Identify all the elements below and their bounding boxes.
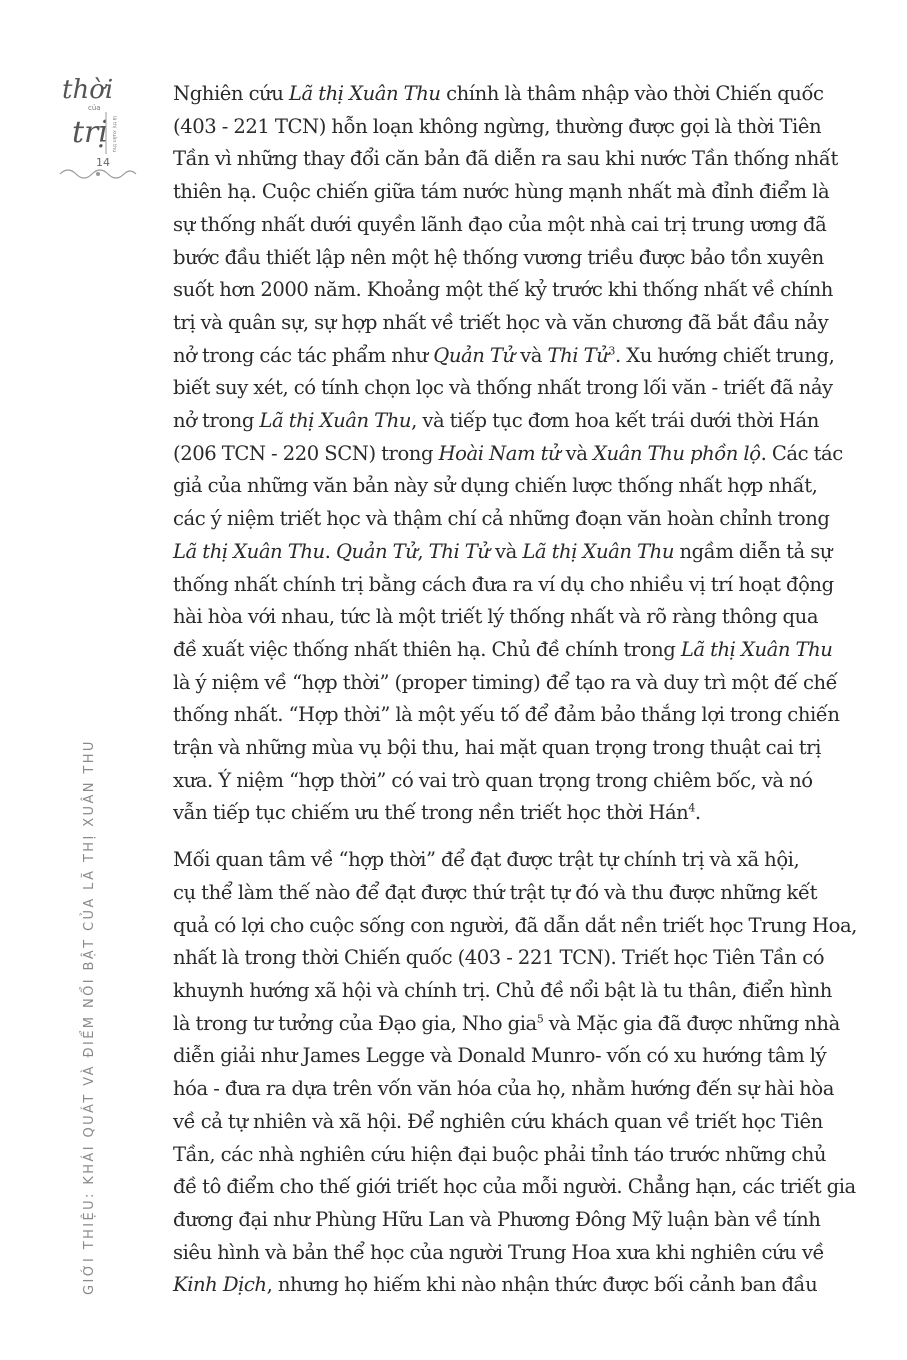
text-run: vẫn tiếp tục chiếm ưu thế trong nền triết học thời Hán [173,801,689,825]
text-run: , [417,539,429,563]
text-run: bước đầu thiết lập nên một hệ thống vương triều được bảo tồn xuyên [173,245,824,269]
text-line [143,78,824,111]
logo-title: thời [62,75,114,105]
text-line [143,667,838,700]
text-run: xưa. Ý niệm “hợp thời” có vai trò quan trọng trong chiêm bốc, và nó [173,768,813,792]
text-run: sự thống nhất dưới quyền lãnh đạo của một nhà cai trị trung ương đã [173,212,827,236]
text-run: , và tiếp tục đơm hoa kết trái dưới thời Hán [411,409,819,433]
text-line [143,601,819,634]
text-line [143,176,830,209]
text-line [143,143,838,176]
text-run: chính là thâm nhập vào thời Chiến quốc [440,82,824,105]
text-line [143,503,830,536]
text-run: là ý niệm về “hợp thời” (proper timing) để tạo ra và duy trì một đế chế [173,670,838,694]
italic-title: Lã thị Xuân Thu [522,539,675,563]
logo-small-word: của [88,104,101,112]
text-run: nở trong [173,409,260,433]
text-line [143,1040,827,1073]
text-run: hóa - đưa ra dựa trên vốn văn hóa của họ, nhằm hướng đến sự hài hòa [173,1077,834,1101]
text-run: thiên hạ. Cuộc chiến giữa tám nước hùng mạnh nhất mà đỉnh điểm là [173,180,830,204]
paragraph [143,78,843,830]
text-run: Mối quan tâm về “hợp thời” để đạt được trật tự chính trị và xã hội, [173,848,800,872]
text-line [143,942,825,975]
text-run: suốt hơn 2000 năm. Khoảng một thế kỷ trước khi thống nhất về chính [173,278,833,302]
text-run: nhất là trong thời Chiến quốc (403 - 221 TCN). Triết học Tiên Tần có [173,946,825,970]
running-title: GIỚI THIỆU: KHÁI QUÁT VÀ ĐIỂM NỔI BẬT CỦA LÃ THỊ XUÂN THU [82,739,97,1295]
footnote-ref: 5 [536,1012,544,1026]
text-run: và [514,343,548,367]
text-line [143,877,818,910]
italic-title: Lã thị Xuân Thu [259,409,412,433]
text-run: đề tô điểm cho thế giới triết học của mỗi người. Chẳng hạn, các triết gia [173,1175,856,1199]
text-run: và [560,441,593,465]
text-run: . [324,539,336,563]
text-run: khuynh hướng xã hội và chính trị. Chủ đề nổi bật là tu thân, điển hình [173,978,832,1002]
text-line [143,797,795,830]
text-run: về cả tự nhiên và xã hội. Để nghiên cứu khách quan về triết học Tiên [173,1109,823,1133]
text-line [143,242,824,275]
text-line [143,699,840,732]
text-line [143,1171,856,1204]
text-line [143,634,833,667]
text-line [143,1269,818,1302]
italic-title: Lã thị Xuân Thu [173,539,325,563]
italic-title: Xuân Thu phồn lộ [593,441,761,465]
text-line [143,470,818,503]
text-line [143,975,832,1008]
italic-title: Thi Tử [428,539,490,563]
text-run: thống nhất chính trị bằng cách đưa ra ví dụ cho nhiều vị trí hoạt động [173,572,834,596]
text-run: diễn giải như James Legge và Donald Munro- vốn có xu hướng tâm lý [173,1044,827,1068]
text-line [143,844,800,877]
text-run: quả có lợi cho cuộc sống con người, đã dẫn dắt nền triết học Trung Hoa, [173,913,857,937]
text-run: . Các tác [760,441,843,465]
text-run: là trong tư tưởng của Đạo gia, Nho gia [173,1011,537,1035]
text-run: thống nhất. “Hợp thời” là một yếu tố để đảm bảo thắng lợi trong chiến [173,703,840,727]
text-line [143,438,843,471]
text-run: trận và những mùa vụ bội thu, hai mặt quan trọng trong thuật cai trị [173,736,821,760]
text-line [143,569,834,602]
text-line [143,340,835,373]
text-run: trị và quân sự, sự hợp nhất về triết học và văn chương đã bắt đầu nảy [173,310,829,334]
body-text [143,78,857,1302]
text-line [143,111,822,144]
text-run: Nghiên cứu [173,82,289,105]
text-line [143,910,857,943]
text-line [143,1073,834,1106]
logo-title-2: trị [72,115,108,150]
italic-title: Lã thị Xuân Thu [680,637,833,661]
footnote-ref: 3 [608,344,615,358]
text-line [143,765,813,798]
italic-title: Lã thị Xuân Thu [288,82,441,105]
text-line [143,209,827,242]
text-run: các ý niệm triết học và thậm chí cả những đoạn văn hoàn chỉnh trong [173,507,830,531]
text-line [143,1204,821,1237]
logo-artwork [58,70,138,190]
text-run: siêu hình và bản thể học của người Trung Hoa xưa khi nghiên cứu về [173,1240,825,1264]
text-run: Tần, các nhà nghiên cứu hiện đại buộc phải tỉnh táo trước những chủ [173,1142,827,1166]
text-line [143,1106,823,1139]
italic-title: Hoài Nam tử [438,441,561,465]
text-run: và [489,539,523,563]
logo-vertical-tag: lã thị xuân thu [111,116,117,153]
text-line [143,274,833,307]
text-run: (403 - 221 TCN) hỗn loạn không ngừng, thường được gọi là thời Tiên [173,114,822,138]
italic-title: Quản Tử [433,343,515,367]
italic-title: Kinh Dịch [173,1273,267,1297]
text-run: hài hòa với nhau, tức là một triết lý thống nhất và rõ ràng thông qua [173,605,819,629]
text-run: biết suy xét, có tính chọn lọc và thống nhất trong lối văn - triết đã nảy [173,376,833,400]
text-run: . Xu hướng chiết trung, [614,343,835,367]
text-run: (206 TCN - 220 SCN) trong [173,441,439,465]
text-run: và Mặc gia đã được những nhà [543,1011,840,1035]
text-run: ngầm diễn tả sự [674,539,832,563]
publisher-logo [58,70,138,190]
text-line [143,732,821,765]
text-run: Tần vì những thay đổi căn bản đã diễn ra sau khi nước Tần thống nhất [173,147,838,171]
text-run: đương đại như Phùng Hữu Lan và Phương Đông Mỹ luận bàn về tính [173,1207,821,1231]
footnote-ref: 4 [688,801,695,815]
text-line [143,372,833,405]
page-number: 14 [96,156,110,169]
text-line [143,536,832,569]
text-line [143,307,829,340]
text-run: , nhưng họ hiếm khi nào nhận thức được bối cảnh ban đầu [266,1273,818,1297]
text-line [143,405,819,438]
text-run: . [694,801,701,825]
text-run: đề xuất việc thống nhất thiên hạ. Chủ đề chính trong [173,637,681,661]
paragraph [143,844,857,1302]
text-line [143,1008,840,1041]
text-run: cụ thể làm thế nào để đạt được thứ trật tự đó và thu được những kết [173,880,818,904]
text-line [143,1139,827,1172]
text-run: nở trong các tác phẩm như [173,343,434,367]
text-line [143,1237,825,1270]
text-run: giả của những văn bản này sử dụng chiến lược thống nhất hợp nhất, [173,474,818,498]
italic-title: Quản Tử [335,539,418,563]
italic-title: Thi Tử [547,343,609,367]
